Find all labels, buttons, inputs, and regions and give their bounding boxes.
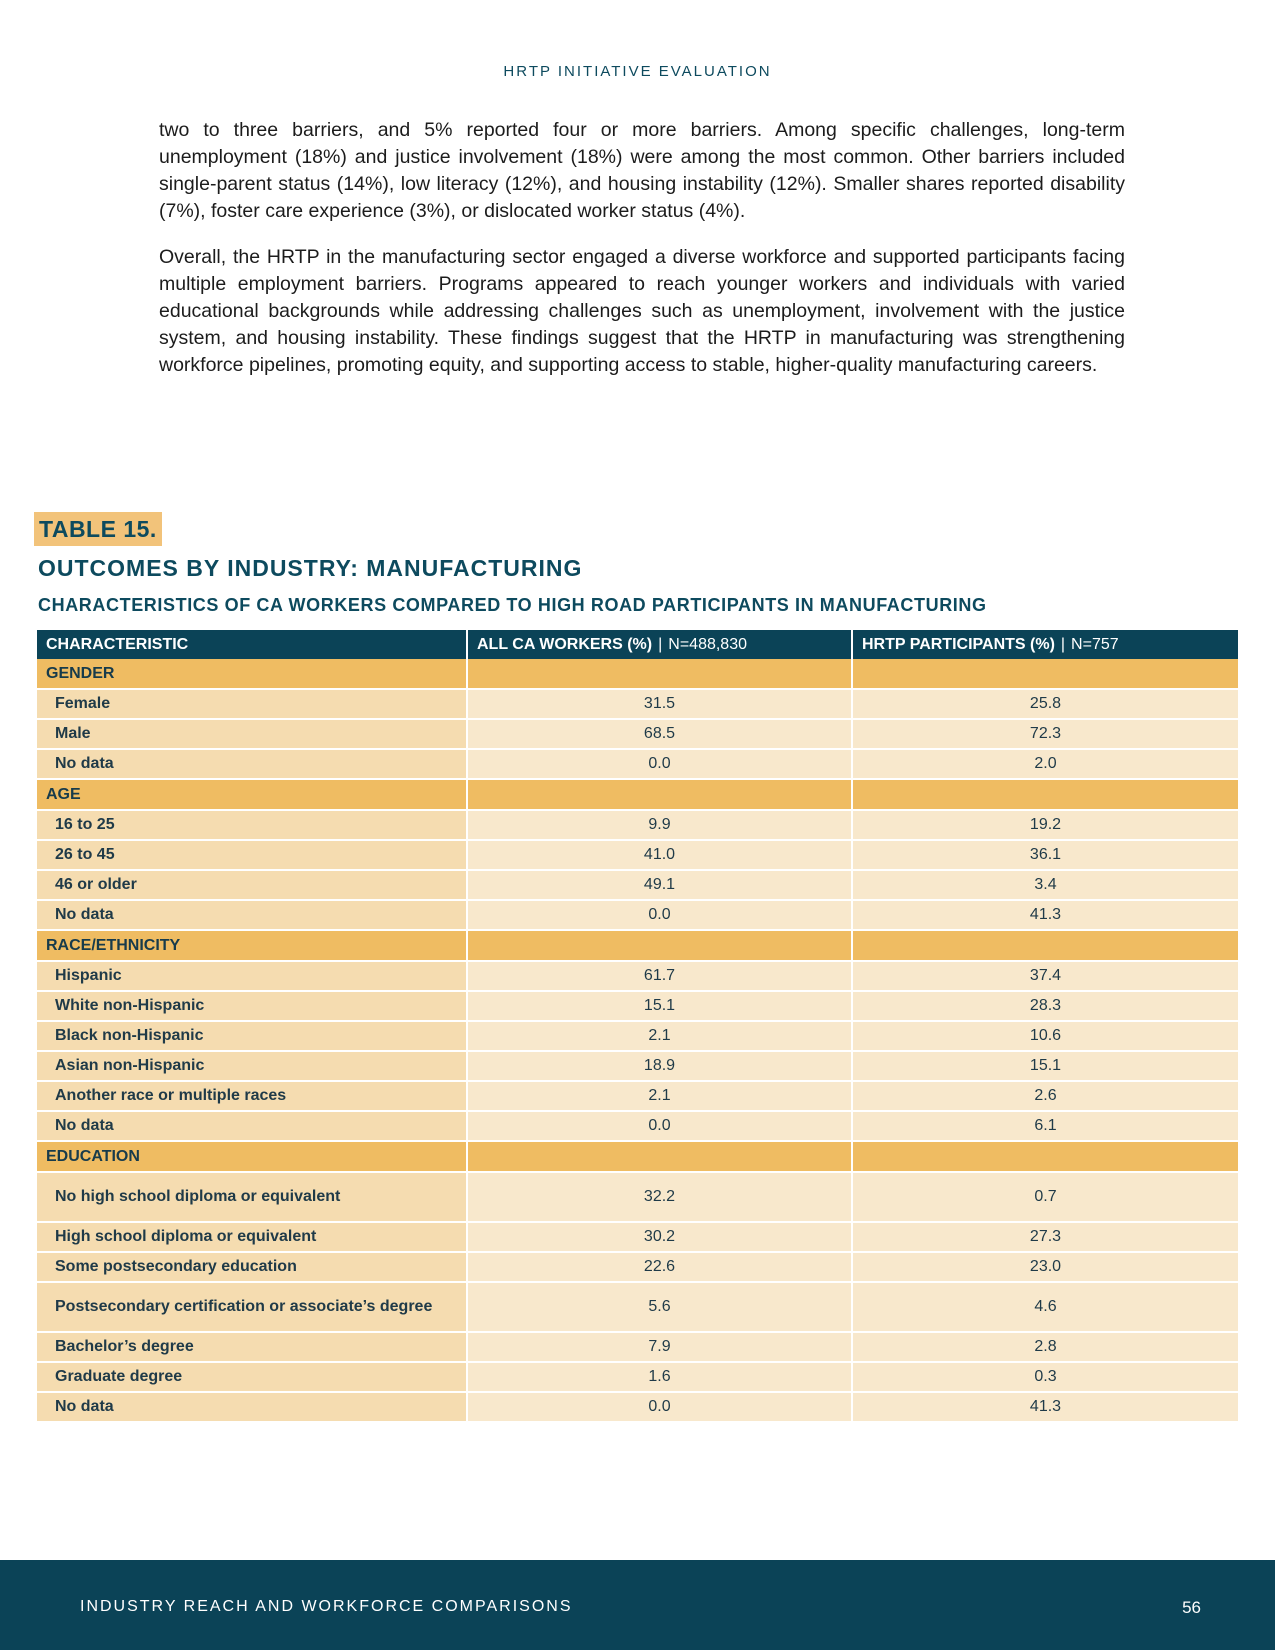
hrtp-value: 4.6 xyxy=(852,1282,1238,1332)
all-ca-value: 2.1 xyxy=(467,1081,852,1111)
all-ca-value: 68.5 xyxy=(467,719,852,749)
table-subtitle: CHARACTERISTICS OF CA WORKERS COMPARED TO HIGH ROAD PARTICIPANTS IN MANUFACTURING xyxy=(38,595,987,615)
header-all-ca-workers xyxy=(467,630,852,659)
table-row xyxy=(37,1051,1238,1081)
hrtp-value: 15.1 xyxy=(852,1051,1238,1081)
table-row xyxy=(37,991,1238,1021)
header-sample-size: N=757 xyxy=(1071,635,1119,653)
hrtp-value: 6.1 xyxy=(852,1111,1238,1141)
row-label: White non-Hispanic xyxy=(37,991,467,1021)
hrtp-value: 19.2 xyxy=(852,810,1238,840)
table-row xyxy=(37,1222,1238,1252)
all-ca-value: 49.1 xyxy=(467,870,852,900)
table-row xyxy=(37,810,1238,840)
header-label: HRTP PARTICIPANTS (%) xyxy=(862,635,1055,653)
hrtp-value: 41.3 xyxy=(852,900,1238,930)
table-row xyxy=(37,1172,1238,1222)
section-label: EDUCATION xyxy=(37,1141,467,1172)
table-row xyxy=(37,1282,1238,1332)
empty-cell xyxy=(852,930,1238,961)
row-label: Male xyxy=(37,719,467,749)
empty-cell xyxy=(852,1141,1238,1172)
hrtp-value: 2.6 xyxy=(852,1081,1238,1111)
row-label: No data xyxy=(37,749,467,779)
paragraph: two to three barriers, and 5% reported four or more barriers. Among specific challenges, long-term unemployment (18%) and justice involvement (18%) were among the most common. Other barriers included single-parent status (14%), low literacy (12%), and housing instability (12%). Smaller shares reported disability (7%), foster care experience (3%), or dislocated worker status (4%). xyxy=(159,119,1125,222)
all-ca-value: 0.0 xyxy=(467,1111,852,1141)
row-label: No data xyxy=(37,900,467,930)
table-row xyxy=(37,900,1238,930)
empty-cell xyxy=(467,659,852,689)
section-row-age xyxy=(37,779,1238,810)
section-label: RACE/ETHNICITY xyxy=(37,930,467,961)
body-text xyxy=(159,117,1125,398)
row-label: Some postsecondary education xyxy=(37,1252,467,1282)
row-label: High school diploma or equivalent xyxy=(37,1222,467,1252)
table-row xyxy=(37,1081,1238,1111)
row-label: Black non-Hispanic xyxy=(37,1021,467,1051)
header-label: ALL CA WORKERS (%) xyxy=(477,635,653,653)
hrtp-value: 72.3 xyxy=(852,719,1238,749)
header-hrtp-participants xyxy=(852,630,1238,659)
row-label: No data xyxy=(37,1111,467,1141)
hrtp-value: 41.3 xyxy=(852,1392,1238,1422)
table-row xyxy=(37,840,1238,870)
paragraph: Overall, the HRTP in the manufacturing sector engaged a diverse workforce and supported participants facing multiple employment barriers. Programs appeared to reach younger workers and individuals with varied educational backgrounds while addressing challenges such as unemployment, involvement with the justice system, and housing instability. These findings suggest that the HRTP in manufacturing was strengthening workforce pipelines, promoting equity, and supporting access to stable, higher-quality manufacturing careers. xyxy=(159,246,1125,376)
section-label: AGE xyxy=(37,779,467,810)
header-separator: | xyxy=(658,635,663,653)
row-label: Another race or multiple races xyxy=(37,1081,467,1111)
empty-cell xyxy=(852,659,1238,689)
footer-section-title: INDUSTRY REACH AND WORKFORCE COMPARISONS xyxy=(80,1598,573,1615)
table-row xyxy=(37,1332,1238,1362)
all-ca-value: 61.7 xyxy=(467,961,852,991)
hrtp-value: 27.3 xyxy=(852,1222,1238,1252)
all-ca-value: 2.1 xyxy=(467,1021,852,1051)
all-ca-value: 0.0 xyxy=(467,1392,852,1422)
table-row xyxy=(37,961,1238,991)
running-header: HRTP INITIATIVE EVALUATION xyxy=(503,63,772,80)
hrtp-value: 3.4 xyxy=(852,870,1238,900)
header-sample-size: N=488,830 xyxy=(668,635,747,653)
table-row xyxy=(37,719,1238,749)
hrtp-value: 2.8 xyxy=(852,1332,1238,1362)
hrtp-value: 36.1 xyxy=(852,840,1238,870)
hrtp-value: 25.8 xyxy=(852,689,1238,719)
table-title: OUTCOMES BY INDUSTRY: MANUFACTURING xyxy=(38,555,583,581)
section-label: GENDER xyxy=(37,659,467,689)
hrtp-value: 37.4 xyxy=(852,961,1238,991)
all-ca-value: 15.1 xyxy=(467,991,852,1021)
all-ca-value: 31.5 xyxy=(467,689,852,719)
empty-cell xyxy=(467,930,852,961)
all-ca-value: 9.9 xyxy=(467,810,852,840)
table-row xyxy=(37,1362,1238,1392)
section-row-race-ethnicity xyxy=(37,930,1238,961)
all-ca-value: 41.0 xyxy=(467,840,852,870)
row-label: 46 or older xyxy=(37,870,467,900)
all-ca-value: 0.0 xyxy=(467,900,852,930)
all-ca-value: 5.6 xyxy=(467,1282,852,1332)
row-label: Asian non-Hispanic xyxy=(37,1051,467,1081)
all-ca-value: 22.6 xyxy=(467,1252,852,1282)
hrtp-value: 10.6 xyxy=(852,1021,1238,1051)
row-label: No data xyxy=(37,1392,467,1422)
table-row xyxy=(37,1111,1238,1141)
empty-cell xyxy=(467,1141,852,1172)
all-ca-value: 1.6 xyxy=(467,1362,852,1392)
all-ca-value: 32.2 xyxy=(467,1172,852,1222)
hrtp-value: 2.0 xyxy=(852,749,1238,779)
all-ca-value: 7.9 xyxy=(467,1332,852,1362)
page-footer xyxy=(0,1560,1275,1650)
all-ca-value: 18.9 xyxy=(467,1051,852,1081)
table-row xyxy=(37,749,1238,779)
empty-cell xyxy=(852,779,1238,810)
all-ca-value: 0.0 xyxy=(467,749,852,779)
table-row xyxy=(37,1392,1238,1422)
table-row xyxy=(37,1252,1238,1282)
table-number: TABLE 15. xyxy=(34,512,162,546)
table-row xyxy=(37,1021,1238,1051)
row-label: No high school diploma or equivalent xyxy=(37,1172,467,1222)
row-label: Bachelor’s degree xyxy=(37,1332,467,1362)
row-label: 16 to 25 xyxy=(37,810,467,840)
hrtp-value: 23.0 xyxy=(852,1252,1238,1282)
page-number: 56 xyxy=(1182,1598,1201,1617)
row-label: Graduate degree xyxy=(37,1362,467,1392)
section-row-education xyxy=(37,1141,1238,1172)
characteristics-table xyxy=(37,630,1238,1423)
header-separator: | xyxy=(1060,635,1066,653)
row-label: 26 to 45 xyxy=(37,840,467,870)
hrtp-value: 0.3 xyxy=(852,1362,1238,1392)
header-characteristic: CHARACTERISTIC xyxy=(37,630,467,659)
section-row-gender xyxy=(37,659,1238,689)
row-label: Female xyxy=(37,689,467,719)
all-ca-value: 30.2 xyxy=(467,1222,852,1252)
empty-cell xyxy=(467,779,852,810)
table-row xyxy=(37,689,1238,719)
row-label: Hispanic xyxy=(37,961,467,991)
table-row xyxy=(37,870,1238,900)
hrtp-value: 28.3 xyxy=(852,991,1238,1021)
hrtp-value: 0.7 xyxy=(852,1172,1238,1222)
row-label: Postsecondary certification or associate’s degree xyxy=(37,1282,467,1332)
table-header-row xyxy=(37,630,1238,659)
